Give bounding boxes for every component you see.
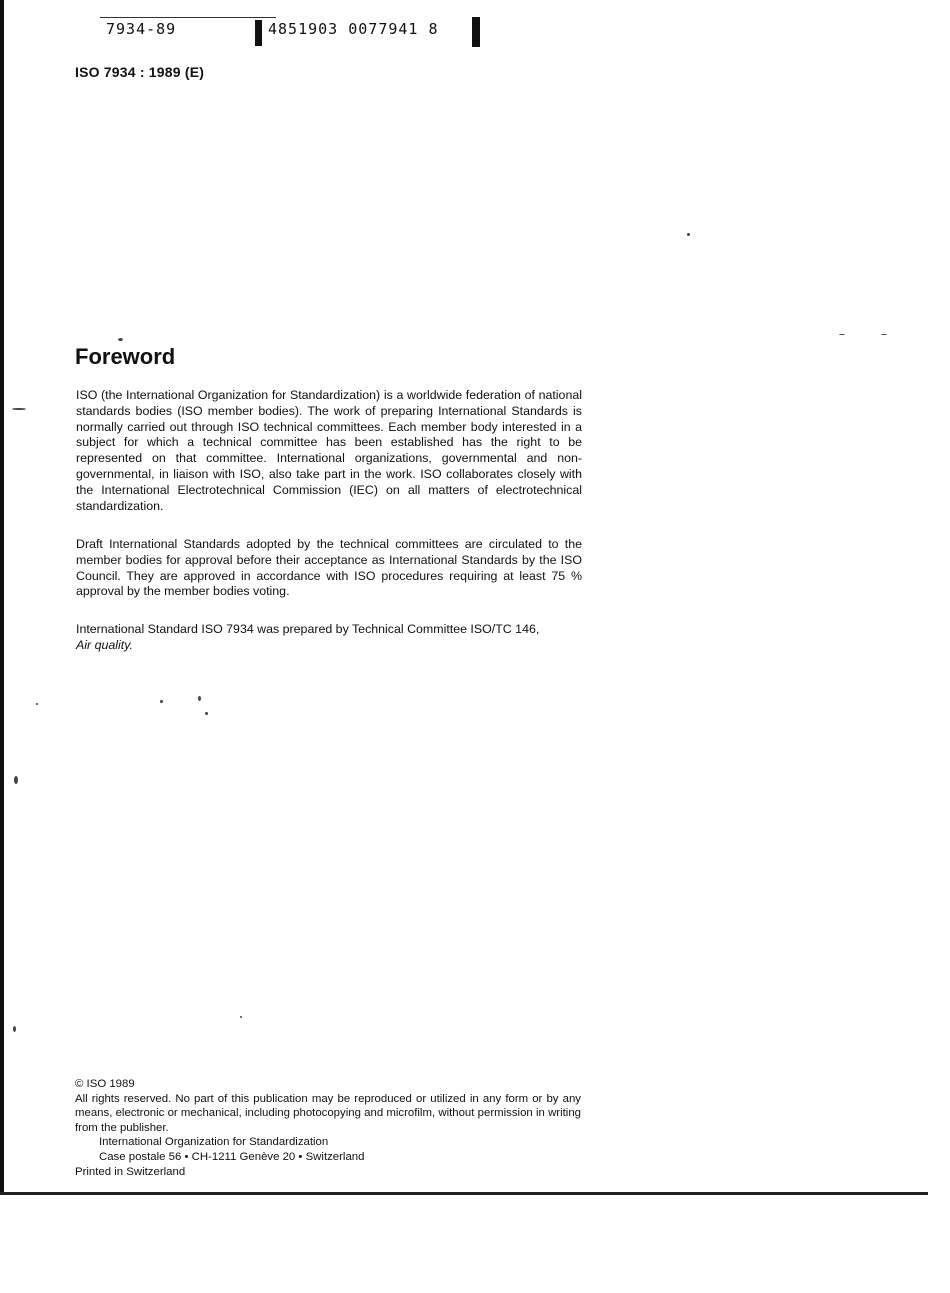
foreword-paragraph-1: ISO (the International Organization for Standardization) is a worldwide federation of national standards bodies (ISO member bodies). The work of preparing International Standards is normally carried out through ISO technical committees. Each member body interested in a subject for which a technical committee has been established has the right to be represented on that committee. International organizations, governmental and non-governmental, in liaison with ISO, also take part in the work. ISO collaborates closely with the International Electrotechnical Commission (IEC) on all matters of electrotechnical standardization. (76, 388, 582, 513)
stamp-underline (100, 17, 276, 18)
scan-speck (240, 1016, 242, 1018)
scan-speck (14, 776, 18, 784)
committee-title: Air quality. (76, 637, 133, 652)
scan-speck (687, 233, 690, 236)
foreword-paragraph-3 (76, 622, 582, 654)
rights-statement: All rights reserved. No part of this publication may be reproduced or utilized in any form or by any means, electronic or mechanical, including photocopying and microfilm, without permission in writing from the publisher. (75, 1092, 581, 1134)
scan-speck (36, 703, 38, 705)
printed-location: Printed in Switzerland (75, 1165, 186, 1178)
scan-speck (160, 700, 163, 703)
scan-stamp-left: 7934-89 (106, 20, 177, 38)
scan-speck (118, 338, 123, 341)
publisher-name: International Organization for Standardization (99, 1136, 329, 1149)
publisher-address: Case postale 56 • CH-1211 Genève 20 • Switzerland (99, 1150, 365, 1163)
scan-left-border (0, 0, 4, 1195)
scan-mark-bar (255, 20, 262, 46)
copyright-notice: © ISO 1989 (75, 1078, 135, 1090)
scan-speck (881, 334, 887, 335)
copyright-block (75, 1077, 581, 1179)
scan-speck (12, 408, 26, 410)
scan-bottom-border (0, 1192, 928, 1195)
foreword-paragraph-3-text: International Standard ISO 7934 was prepared by Technical Committee ISO/TC 146, (76, 622, 540, 636)
page-title: Foreword (75, 344, 176, 369)
foreword-paragraph-2: Draft International Standards adopted by the technical committees are circulated to the member bodies for approval before their acceptance as International Standards by the ISO Council. They are approved in accordance with ISO procedures requiring at least 75 % approval by the member bodies voting. (76, 537, 582, 599)
scan-speck (205, 712, 208, 715)
scan-speck (839, 334, 845, 335)
scan-speck (198, 696, 201, 701)
scan-mark-bar (472, 17, 480, 47)
scan-speck (13, 1026, 16, 1032)
document-id: ISO 7934 : 1989 (E) (75, 64, 205, 80)
scan-stamp-right: 4851903 0077941 8 (268, 20, 439, 38)
